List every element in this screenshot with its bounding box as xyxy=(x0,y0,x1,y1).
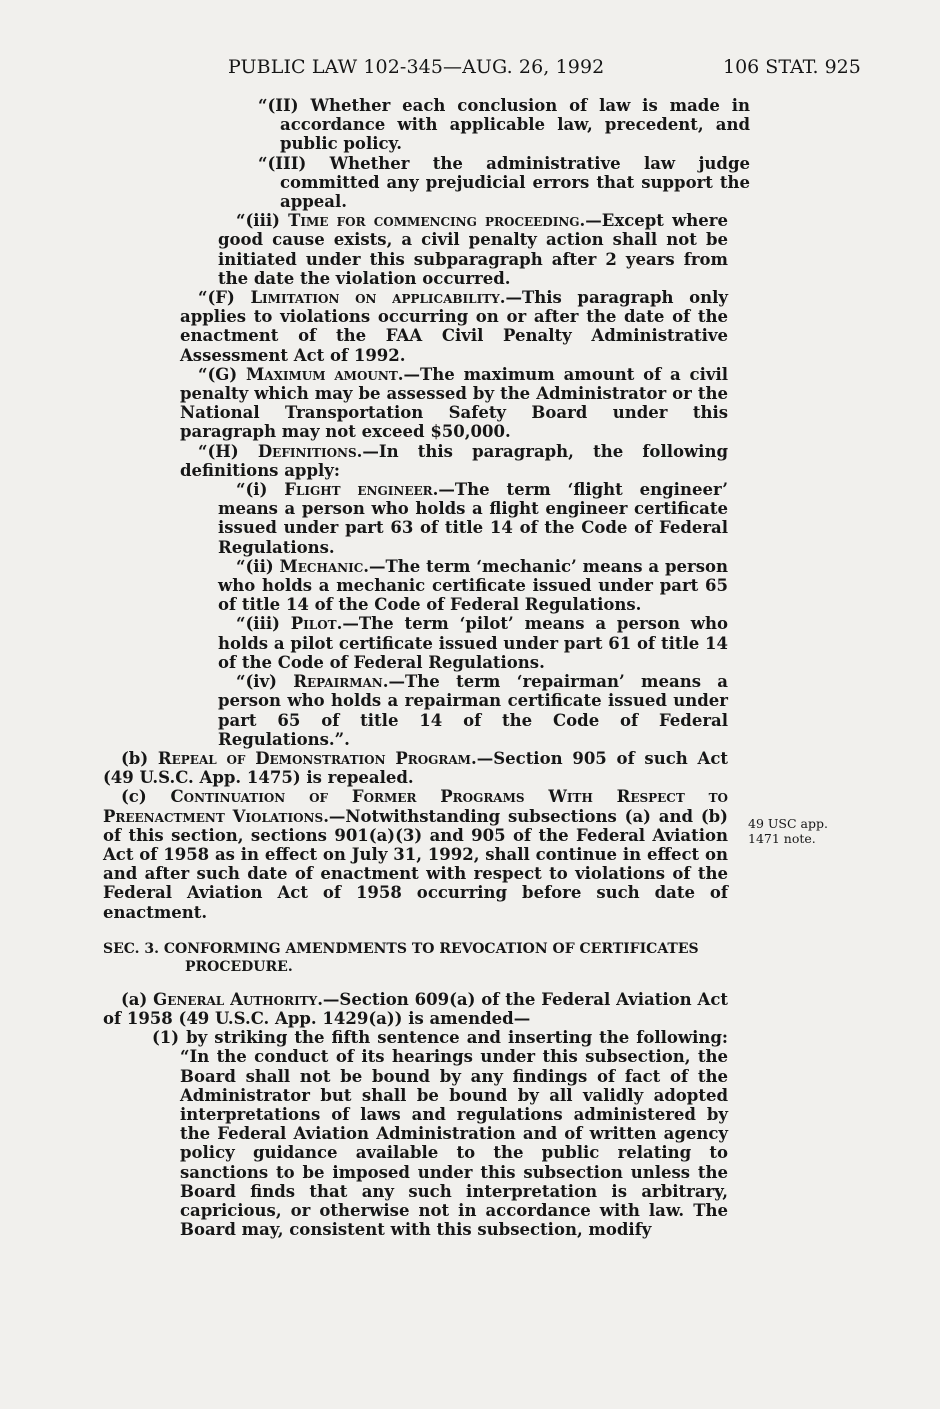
clause-number: “(ii) xyxy=(236,556,280,576)
clause-number: “(G) xyxy=(198,364,247,384)
page-number: 106 STAT. 925 xyxy=(723,56,861,78)
subsection-a xyxy=(103,990,728,1028)
clause-number: (a) xyxy=(121,989,154,1009)
clause-number: (c) xyxy=(121,787,171,807)
body-text xyxy=(0,96,940,1239)
definition-mechanic xyxy=(218,557,728,615)
subsection-b xyxy=(103,749,728,787)
subpara-F xyxy=(180,288,728,365)
clause-iii-time xyxy=(218,211,728,288)
clause-III: “(III) Whether the administrative law judge committed any prejudicial errors that support the appeal. xyxy=(258,153,750,212)
clause-heading: Limitation on applicability xyxy=(250,288,500,308)
clause-text: .—Notwithstanding subsections (a) and (b) of this section, sections 901(a)(3) and 905 of the Federal Aviation Act of 1958 as in effect on July 31, 1992, shall continue in effect on and after such date of enactment with respect to violations of the Federal Aviation Act of 1958 occurring before such date of enactment. xyxy=(103,806,728,922)
amendment-paragraph-1: (1) by striking the fifth sentence and inserting the following: “In the conduct of its hearings under this subsection, the Board shall not be bound by any findings of fact of the Administrator but shall be bound by all validly adopted interpretations of laws and regulations administered by the Federal Aviation Administration and of written agency policy guidance available to the public relating to sanctions to be imposed under this subsection unless the Board finds that any such interpretation is arbitrary, capricious, or otherwise not in accordance with law. The Board may, consistent with this subsection, modify xyxy=(152,1028,728,1240)
clause-II: “(II) Whether each conclusion of law is made in accordance with applicable law, precedent, and public policy. xyxy=(258,96,750,154)
clause-number: “(H) xyxy=(198,441,258,461)
clause-text: .—The term ‘repairman’ means a person who holds a repairman certificate issued under part 65 of title 14 of the Code of Federal Regulations.”. xyxy=(218,672,728,749)
clause-heading: Definitions xyxy=(257,441,357,461)
clause-text: .—The term ‘flight engineer’ means a person who holds a flight engineer certificate issued under part 63 of title 14 of the Code of Federal Regulations. xyxy=(218,480,728,557)
clause-text: .—This paragraph only applies to violations occurring on or after the date of the enactment of the FAA Civil Penalty Administrative Assessment Act of 1992. xyxy=(180,288,728,365)
clause-heading: Mechanic xyxy=(279,556,364,576)
clause-number: “(F) xyxy=(198,288,251,308)
clause-heading: Repeal of Demonstration Program xyxy=(157,748,471,768)
clause-number: “(iv) xyxy=(236,672,294,692)
clause-heading: Continuation of Former Programs With Respect to Preenactment Violations xyxy=(103,787,728,826)
clause-heading: Repairman xyxy=(293,672,383,692)
definition-repairman xyxy=(218,672,728,749)
subpara-H xyxy=(180,442,728,480)
section-heading: SEC. 3. CONFORMING AMENDMENTS TO REVOCATION OF CERTIFICATES PROCEDURE. xyxy=(103,940,699,975)
clause-text: .—The maximum amount of a civil penalty which may be assessed by the Administrator or the National Transportation Safety Board under this paragraph may not exceed $50,000. xyxy=(180,364,728,442)
subpara-G xyxy=(180,365,728,442)
clause-number: “(iii) xyxy=(236,614,291,634)
clause-heading: Pilot xyxy=(290,614,337,634)
running-header-title: PUBLIC LAW 102-345—AUG. 26, 1992 xyxy=(228,56,605,78)
clause-text: .—Section 905 of such Act (49 U.S.C. App. 1475) is repealed. xyxy=(103,748,728,788)
clause-heading: Time for commencing proceeding xyxy=(288,211,580,231)
subsection-c xyxy=(103,787,728,921)
clause-heading: Maximum amount xyxy=(246,364,398,384)
definition-pilot xyxy=(218,614,728,672)
clause-number: (b) xyxy=(121,748,158,768)
clause-text: .—Section 609(a) of the Federal Aviation Act of 1958 (49 U.S.C. App. 1429(a)) is amended— xyxy=(103,989,728,1028)
clause-text: .—In this paragraph, the following definitions apply: xyxy=(180,441,728,480)
clause-heading: General Authority xyxy=(153,989,318,1009)
clause-text: .—The term ‘mechanic’ means a person who holds a mechanic certificate issued under part 65 of title 14 of the Code of Federal Regulations. xyxy=(218,556,728,615)
clause-heading: Flight engineer xyxy=(284,480,433,500)
clause-number: “(i) xyxy=(236,480,285,500)
clause-text: .—Except where good cause exists, a civil penalty action shall not be initiated under this subparagraph after 2 years from the date the violation occurred. xyxy=(218,211,728,288)
definition-flight-engineer xyxy=(218,480,728,557)
clause-number: “(iii) xyxy=(236,211,289,231)
margin-note: 49 USC app. 1471 note. xyxy=(748,816,828,846)
clause-text: .—The term ‘pilot’ means a person who holds a pilot certificate issued under part 61 of title 14 of the Code of Federal Regulations. xyxy=(218,614,729,672)
